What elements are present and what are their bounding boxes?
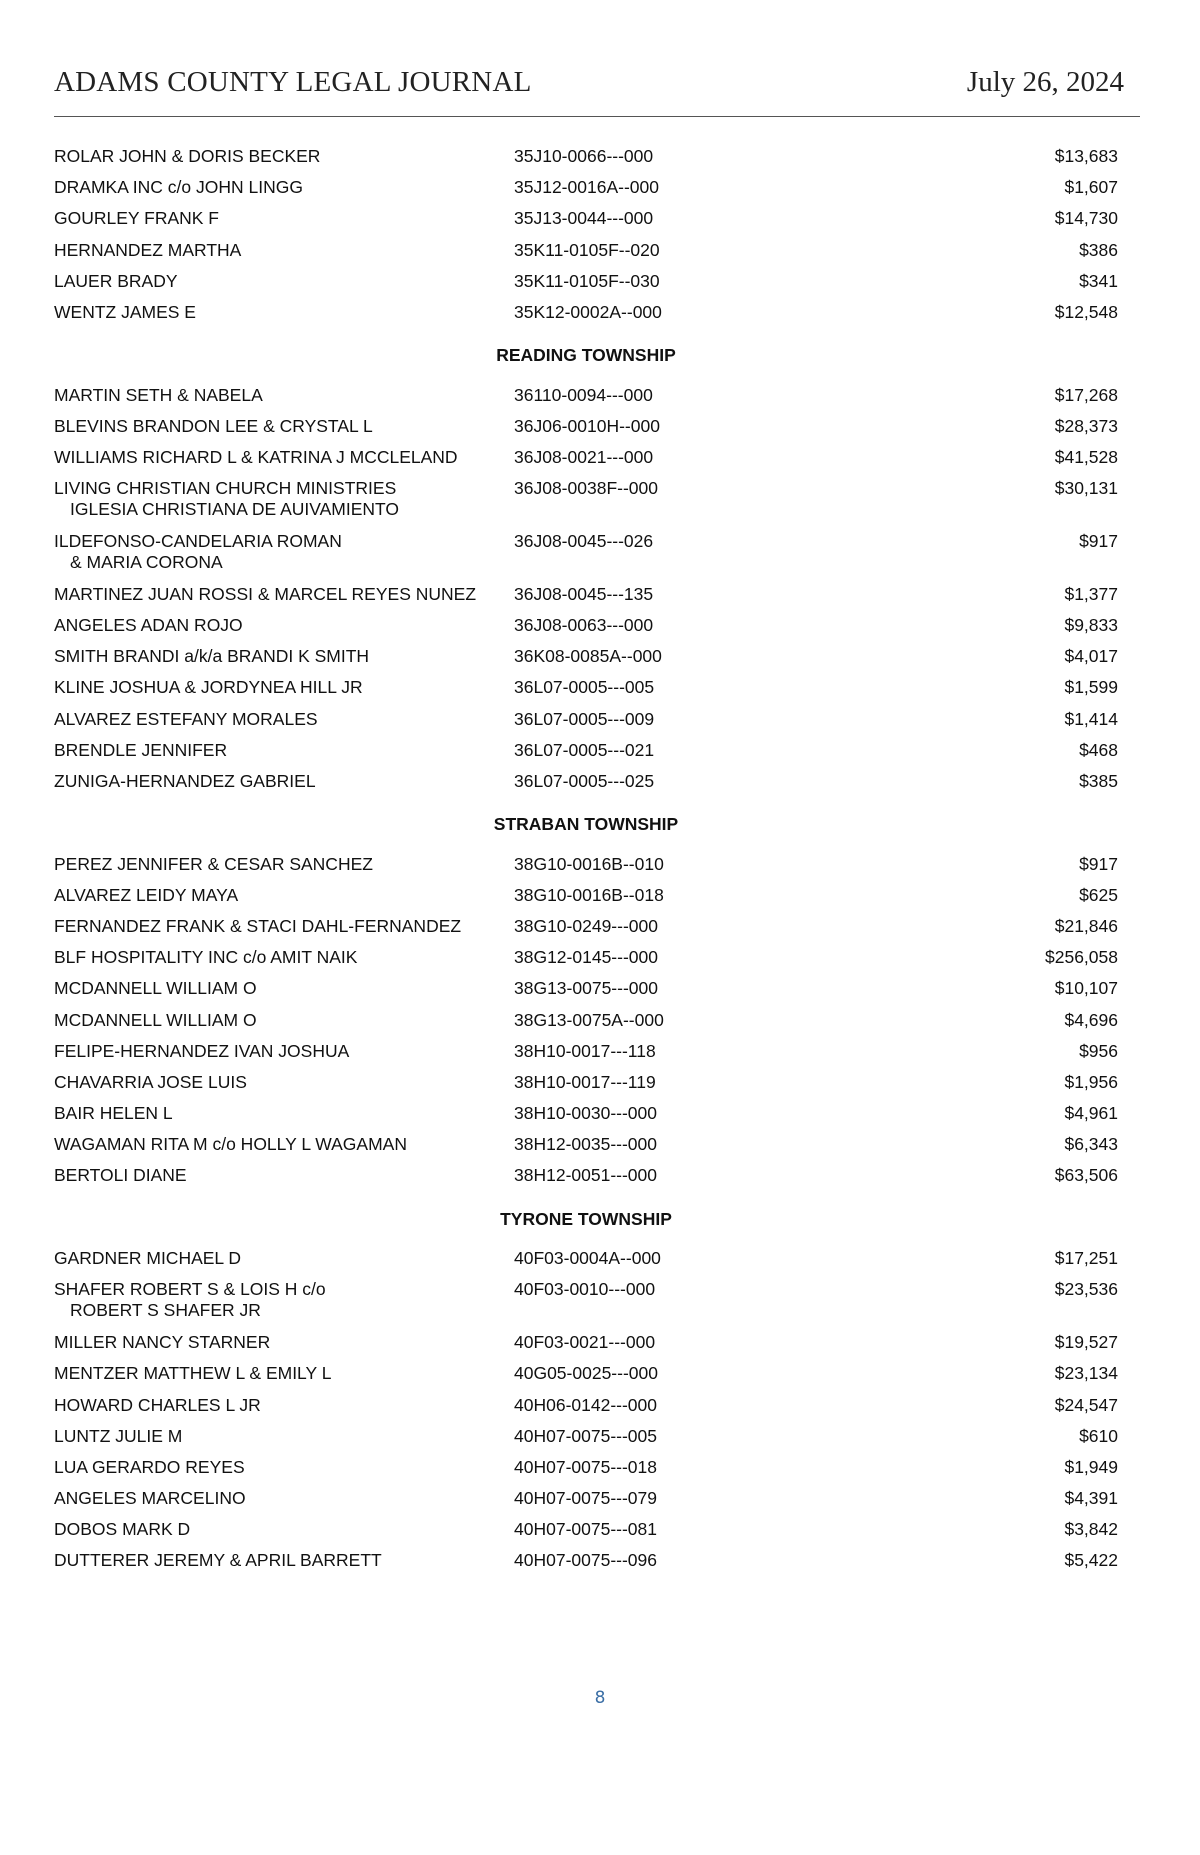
section-heading [54, 1197, 1118, 1249]
parcel-number: 36J08-0038F--000 [514, 478, 658, 499]
owner-name: PEREZ JENNIFER & CESAR SANCHEZ [54, 853, 373, 874]
amount-due: $12,548 [1054, 301, 1118, 322]
owner-name-cell [54, 478, 504, 520]
owner-name-cell [54, 916, 504, 937]
owner-name: MARTINEZ JUAN ROSSI & MARCEL REYES NUNEZ [54, 583, 477, 604]
amount-due: $1,949 [1064, 1456, 1118, 1477]
listing-row [54, 1488, 1118, 1519]
amount-due: $1,599 [1064, 677, 1118, 698]
parcel-number: 36J08-0045---135 [514, 583, 654, 604]
parcel-number: 36J06-0010H--000 [514, 415, 660, 436]
listing-row [54, 240, 1118, 271]
listing-row [54, 1457, 1118, 1488]
amount-due: $1,956 [1064, 1071, 1118, 1092]
owner-name: HERNANDEZ MARTHA [54, 239, 242, 260]
amount-due: $1,607 [1064, 177, 1118, 198]
listing-row [54, 1395, 1118, 1426]
parcel-number: 35K12-0002A--000 [514, 301, 662, 322]
listing-row [54, 740, 1118, 771]
amount-due: $6,343 [1064, 1134, 1118, 1155]
parcel-number: 36110-0094---000 [514, 384, 653, 405]
parcel-number: 38H10-0017---119 [514, 1071, 656, 1092]
amount-due: $1,414 [1064, 708, 1118, 729]
owner-name: LUA GERARDO REYES [54, 1456, 245, 1477]
listing-row [54, 1248, 1118, 1279]
parcel-number: 36L07-0005---005 [514, 677, 655, 698]
owner-name-cell [54, 1395, 504, 1416]
amount-due: $386 [1079, 239, 1118, 260]
listing-row [54, 1550, 1118, 1581]
owner-name: BRENDLE JENNIFER [54, 739, 228, 760]
tax-listing-table [54, 146, 1118, 1582]
owner-name-cell [54, 1550, 504, 1571]
parcel-number: 35J13-0044---000 [514, 208, 654, 229]
parcel-number: 40F03-0004A--000 [514, 1248, 661, 1269]
listing-row [54, 854, 1118, 885]
listing-row [54, 677, 1118, 708]
journal-title: ADAMS COUNTY LEGAL JOURNAL [54, 66, 532, 98]
owner-name-cell [54, 885, 504, 906]
owner-name-cell [54, 385, 504, 406]
listing-row [54, 1103, 1118, 1134]
owner-name: FERNANDEZ FRANK & STACI DAHL-FERNANDEZ [54, 915, 462, 936]
owner-name: MILLER NANCY STARNER [54, 1332, 271, 1353]
parcel-number: 36L07-0005---009 [514, 708, 655, 729]
parcel-number: 36J08-0045---026 [514, 530, 654, 551]
owner-name-cell [54, 1041, 504, 1062]
owner-name-cell [54, 1363, 504, 1384]
listing-row [54, 885, 1118, 916]
owner-name-cell [54, 1519, 504, 1540]
owner-name: WAGAMAN RITA M c/o HOLLY L WAGAMAN [54, 1134, 407, 1155]
parcel-number: 35K11-0105F--020 [514, 239, 660, 260]
amount-due: $13,683 [1054, 146, 1118, 166]
listing-row [54, 1426, 1118, 1457]
owner-name-cell [54, 584, 504, 605]
owner-name-cell [54, 646, 504, 667]
owner-name-cell [54, 240, 504, 261]
amount-due: $63,506 [1054, 1165, 1118, 1186]
parcel-number: 40H06-0142---000 [514, 1394, 658, 1415]
owner-name: WILLIAMS RICHARD L & KATRINA J MCCLELAND [54, 447, 458, 467]
parcel-number: 40F03-0021---000 [514, 1332, 656, 1353]
parcel-number: 38G10-0016B--018 [514, 884, 664, 905]
listing-row [54, 478, 1118, 531]
amount-due: $21,846 [1054, 915, 1118, 936]
amount-due: $917 [1079, 530, 1118, 551]
parcel-number: 40H07-0075---018 [514, 1456, 658, 1477]
listing-row [54, 1519, 1118, 1550]
amount-due: $10,107 [1054, 978, 1118, 999]
owner-name: ALVAREZ LEIDY MAYA [54, 884, 239, 905]
parcel-number: 35J10-0066---000 [514, 146, 654, 166]
listing-row [54, 146, 1118, 177]
parcel-number: 40F03-0010---000 [514, 1279, 656, 1300]
listing-row [54, 302, 1118, 333]
listing-row [54, 916, 1118, 947]
page-number: 8 [594, 1688, 606, 1708]
amount-due: $23,134 [1054, 1363, 1118, 1384]
owner-name: CHAVARRIA JOSE LUIS [54, 1071, 247, 1092]
parcel-number: 35K11-0105F--030 [514, 270, 660, 291]
owner-name: BLEVINS BRANDON LEE & CRYSTAL L [54, 415, 373, 436]
parcel-number: 35J12-0016A--000 [514, 177, 659, 198]
owner-name-cell [54, 447, 504, 468]
amount-due: $9,833 [1064, 614, 1118, 635]
owner-name: SHAFER ROBERT S & LOIS H c/o [54, 1279, 326, 1300]
section-heading [54, 333, 1118, 385]
owner-name: MCDANNELL WILLIAM O [54, 978, 257, 999]
listing-row [54, 531, 1118, 584]
amount-due: $468 [1079, 739, 1118, 760]
owner-name: LAUER BRADY [54, 270, 178, 291]
owner-name: ROLAR JOHN & DORIS BECKER [54, 146, 321, 166]
parcel-number: 38G10-0249---000 [514, 915, 658, 936]
section-heading [54, 802, 1118, 854]
owner-name: SMITH BRANDI a/k/a BRANDI K SMITH [54, 646, 370, 667]
listing-row [54, 385, 1118, 416]
listing-row [54, 646, 1118, 677]
parcel-number: 36J08-0063---000 [514, 614, 654, 635]
parcel-number: 40H07-0075---081 [514, 1519, 658, 1540]
owner-name-cell [54, 1072, 504, 1093]
listing-row [54, 1165, 1118, 1196]
owner-name: ANGELES ADAN ROJO [54, 614, 243, 635]
parcel-number: 40H07-0075---005 [514, 1425, 658, 1446]
owner-name-continued: & MARIA CORONA [70, 551, 223, 572]
issue-date: July 26, 2024 [966, 66, 1124, 98]
owner-name-cell [54, 531, 504, 573]
parcel-number: 36L07-0005---025 [514, 770, 655, 791]
owner-name-cell [54, 615, 504, 636]
listing-row [54, 1279, 1118, 1332]
parcel-number: 38G12-0145---000 [514, 947, 658, 968]
listing-row [54, 177, 1118, 208]
listing-row [54, 1363, 1118, 1394]
listing-row [54, 978, 1118, 1009]
amount-due: $4,696 [1064, 1009, 1118, 1030]
owner-name: HOWARD CHARLES L JR [54, 1394, 261, 1415]
owner-name: DUTTERER JEREMY & APRIL BARRETT [54, 1550, 382, 1571]
listing-row [54, 584, 1118, 615]
amount-due: $41,528 [1054, 447, 1118, 467]
owner-name-cell [54, 1332, 504, 1353]
section-heading-label: STRABAN TOWNSHIP [493, 814, 679, 835]
owner-name-cell [54, 1457, 504, 1478]
listing-row [54, 947, 1118, 978]
owner-name-cell [54, 208, 504, 229]
owner-name-cell [54, 1103, 504, 1124]
owner-name-cell [54, 978, 504, 999]
owner-name-cell [54, 1248, 504, 1269]
owner-name-cell [54, 416, 504, 437]
amount-due: $917 [1079, 853, 1118, 874]
owner-name-cell [54, 709, 504, 730]
parcel-number: 38H12-0051---000 [514, 1165, 658, 1186]
amount-due: $19,527 [1054, 1332, 1118, 1353]
amount-due: $256,058 [1045, 947, 1118, 968]
owner-name: GOURLEY FRANK F [54, 208, 219, 229]
parcel-number: 36J08-0021---000 [514, 447, 654, 467]
parcel-number: 38G10-0016B--010 [514, 853, 664, 874]
owner-name: BAIR HELEN L [54, 1103, 173, 1124]
parcel-number: 38H10-0017---118 [514, 1040, 656, 1061]
owner-name: ALVAREZ ESTEFANY MORALES [54, 708, 318, 729]
listing-row [54, 1041, 1118, 1072]
listing-row [54, 1134, 1118, 1165]
parcel-number: 38G13-0075A--000 [514, 1009, 664, 1030]
parcel-number: 38H10-0030---000 [514, 1103, 658, 1124]
owner-name: ZUNIGA-HERNANDEZ GABRIEL [54, 770, 316, 791]
listing-row [54, 709, 1118, 740]
listing-row [54, 1072, 1118, 1103]
amount-due: $610 [1079, 1425, 1118, 1446]
owner-name-cell [54, 947, 504, 968]
owner-name: LUNTZ JULIE M [54, 1425, 183, 1446]
amount-due: $385 [1079, 770, 1118, 791]
owner-name: LIVING CHRISTIAN CHURCH MINISTRIES [54, 478, 397, 499]
owner-name: GARDNER MICHAEL D [54, 1248, 242, 1269]
parcel-number: 40G05-0025---000 [514, 1363, 658, 1384]
parcel-number: 36L07-0005---021 [514, 739, 655, 760]
owner-name-cell [54, 1279, 504, 1321]
owner-name-cell [54, 146, 504, 167]
amount-due: $3,842 [1064, 1519, 1118, 1540]
amount-due: $1,377 [1064, 583, 1118, 604]
owner-name-cell [54, 740, 504, 761]
listing-row [54, 771, 1118, 802]
amount-due: $4,017 [1064, 646, 1118, 667]
section-heading-label: TYRONE TOWNSHIP [500, 1208, 672, 1229]
owner-name: DRAMKA INC c/o JOHN LINGG [54, 177, 303, 198]
owner-name: MENTZER MATTHEW L & EMILY L [54, 1363, 332, 1384]
parcel-number: 40H07-0075---079 [514, 1488, 658, 1509]
parcel-number: 40H07-0075---096 [514, 1550, 658, 1571]
owner-name: MARTIN SETH & NABELA [54, 384, 263, 405]
listing-row [54, 1010, 1118, 1041]
amount-due: $4,961 [1064, 1103, 1118, 1124]
owner-name: MCDANNELL WILLIAM O [54, 1009, 257, 1030]
owner-name-cell [54, 1134, 504, 1155]
parcel-number: 38G13-0075---000 [514, 978, 658, 999]
amount-due: $17,251 [1054, 1248, 1118, 1269]
owner-name-cell [54, 177, 504, 198]
owner-name-continued: IGLESIA CHRISTIANA DE AUIVAMIENTO [70, 499, 400, 520]
owner-name-cell [54, 677, 504, 698]
owner-name: ILDEFONSO-CANDELARIA ROMAN [54, 530, 342, 551]
listing-row [54, 1332, 1118, 1363]
listing-row [54, 615, 1118, 646]
owner-name: BLF HOSPITALITY INC c/o AMIT NAIK [54, 947, 358, 968]
amount-due: $30,131 [1054, 478, 1118, 499]
amount-due: $625 [1079, 884, 1118, 905]
amount-due: $28,373 [1054, 415, 1118, 436]
amount-due: $17,268 [1054, 384, 1118, 405]
amount-due: $5,422 [1064, 1550, 1118, 1571]
owner-name-cell [54, 1165, 504, 1186]
owner-name: KLINE JOSHUA & JORDYNEA HILL JR [54, 677, 363, 698]
parcel-number: 38H12-0035---000 [514, 1134, 658, 1155]
listing-row [54, 416, 1118, 447]
owner-name-cell [54, 271, 504, 292]
amount-due: $4,391 [1064, 1488, 1118, 1509]
section-heading-label: READING TOWNSHIP [496, 345, 676, 366]
amount-due: $341 [1079, 270, 1118, 291]
owner-name: DOBOS MARK D [54, 1519, 191, 1540]
owner-name-continued: ROBERT S SHAFER JR [70, 1300, 261, 1321]
listing-row [54, 271, 1118, 302]
listing-row [54, 208, 1118, 239]
owner-name-cell [54, 771, 504, 792]
amount-due: $956 [1079, 1040, 1118, 1061]
amount-due: $14,730 [1054, 208, 1118, 229]
amount-due: $23,536 [1054, 1279, 1118, 1300]
page-header [54, 66, 1140, 117]
owner-name-cell [54, 1488, 504, 1509]
owner-name: FELIPE-HERNANDEZ IVAN JOSHUA [54, 1040, 350, 1061]
owner-name: WENTZ JAMES E [54, 301, 196, 322]
amount-due: $24,547 [1054, 1394, 1118, 1415]
parcel-number: 36K08-0085A--000 [514, 646, 662, 667]
owner-name-cell [54, 1426, 504, 1447]
listing-row [54, 447, 1118, 478]
owner-name-cell [54, 854, 504, 875]
owner-name: ANGELES MARCELINO [54, 1488, 246, 1509]
owner-name-cell [54, 302, 504, 323]
owner-name-cell [54, 1010, 504, 1031]
owner-name: BERTOLI DIANE [54, 1165, 187, 1186]
